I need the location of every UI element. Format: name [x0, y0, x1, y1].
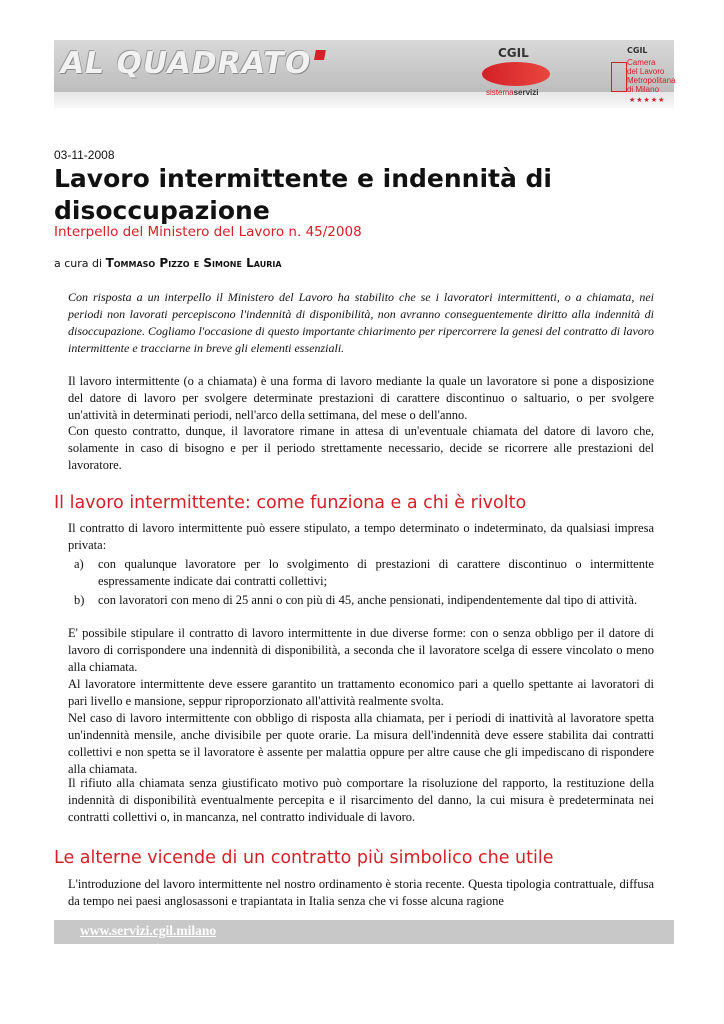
paragraph: Il rifiuto alla chiamata senza giustificato motivo può comportare la risoluzione del rapporto, la restituzione della indennità di disponibilità eventualmente percepita e il risarcimento del danno, la cui misura è predeterminata nei contratti collettivi o, in mancanza, nel contratto individuale di lavoro. [68, 776, 654, 824]
cgil-sistema-servizi-logo [474, 46, 574, 110]
header-band-shadow [54, 92, 674, 108]
footer-website-link[interactable]: www.servizi.cgil.milano [80, 923, 217, 938]
cdl-cgil-text: CGIL [627, 46, 648, 55]
cdl-line: Camera [627, 58, 656, 67]
camera-del-lavoro-logo [609, 46, 676, 110]
cdl-emblem-icon [611, 62, 627, 92]
cdl-line: del Lavoro [627, 67, 665, 76]
cdl-line: Metropolitana [627, 76, 676, 85]
paragraph: Il lavoro intermittente (o a chiamata) è una forma di lavoro mediante la quale un lavoratore si pone a disposizione del datore di lavoro per svolgere determinate prestazioni di carattere discontinuo o saltuario, o per svolgere un'attività in determinati periodi, nell'arco della settimana, del mese o dell'anno. [68, 374, 654, 422]
cgil-sub-a: sistema [486, 88, 514, 97]
article-date: 03-11-2008 [54, 148, 115, 162]
paragraph: Al lavoratore intermittente deve essere garantito un trattamento economico pari a quello spettante ai lavoratori di pari livello e mansione, seppur riproporzionato all'attività realmente svolta. [68, 677, 654, 708]
paragraph: L'introduzione del lavoro intermittente nel nostro ordinamento è storia recente. Questa tipologia contrattuale, diffusa da tempo nei paesi anglosassoni e trapiantata in Italia senza che vi fosse alcuna ragione [68, 877, 654, 908]
logo-red-square-icon [314, 50, 326, 60]
cdl-stars-icon: ★★★★★ [629, 96, 666, 104]
paragraph: Il contratto di lavoro intermittente può essere stipulato, a tempo determinato o indeterminato, da qualsiasi impresa privata: [68, 521, 654, 552]
al-quadrato-logo [56, 46, 326, 86]
cgil-logo-subtitle [486, 88, 538, 97]
conditions-list [68, 556, 654, 611]
cdl-line: di Milano [627, 85, 660, 94]
cgil-logo-text: CGIL [498, 46, 529, 60]
list-item-text: con qualunque lavoratore per lo svolgimento di prestazioni di carattere discontinuo o intermittente espressamente indicate dai contratti collettivi; [98, 557, 654, 588]
page-header [54, 40, 674, 130]
article-subtitle: Interpello del Ministero del Lavoro n. 45/2008 [54, 224, 362, 240]
list-item [68, 556, 654, 590]
list-marker: b) [74, 593, 85, 607]
cdl-name [627, 58, 675, 94]
list-marker: a) [74, 557, 84, 571]
logo-text: AL QUADRATO [57, 46, 315, 81]
list-item [68, 592, 654, 609]
cgil-swoosh-icon [482, 62, 550, 86]
paragraph: Con questo contratto, dunque, il lavoratore rimane in attesa di un'eventuale chiamata del datore di lavoro che, solamente in caso di bisogno e per il periodo strettamente necessario, decide se ricorrere alle prestazioni del lavoratore. [68, 424, 654, 472]
page-footer [54, 920, 674, 944]
paragraph: E' possibile stipulare il contratto di lavoro intermittente in due diverse forme: con o senza obbligo per il datore di lavoro di corrispondere una indennità di disponibilità, a seconda che il lavoratore scelga di essere vincolato o meno alla chiamata. [68, 626, 654, 674]
byline-prefix: a cura di [54, 257, 103, 270]
paragraph: Nel caso di lavoro intermittente con obbligo di risposta alla chiamata, per i periodi di inattività al lavoratore spetta un'indennità mensile, anche divisibile per quote orarie. La misura dell'indennità deve essere stabilita dai contratti collettivi e non spetta se il lavoratore è assente per malattia oppure per altre cause che gli impediscano di rispondere alla chiamata. [68, 711, 654, 776]
article-intro: Con risposta a un interpello il Ministero del Lavoro ha stabilito che se i lavoratori intermittenti, o a chiamata, nei periodi non lavorati percepiscono l'indennità di disponibilità, non avranno conseguentemente diritto alla indennità di disoccupazione. Cogliamo l'occasione di questo importante chiarimento per ripercorrere la genesi del contratto di lavoro intermittente e tracciarne in breve gli elementi essenziali. [68, 290, 654, 355]
cgil-sub-b: servizi [513, 88, 539, 97]
byline-authors: Tommaso Pizzo e Simone Lauria [105, 256, 282, 270]
article-byline [54, 256, 282, 270]
section-heading: Il lavoro intermittente: come funziona e a chi è rivolto [54, 493, 527, 513]
list-item-text: con lavoratori con meno di 25 anni o con più di 45, anche pensionati, indipendentemente dal tipo di attività. [98, 593, 638, 607]
article-title: Lavoro intermittente e indennità di disoccupazione [54, 164, 552, 225]
section-heading: Le alterne vicende di un contratto più simbolico che utile [54, 848, 554, 868]
